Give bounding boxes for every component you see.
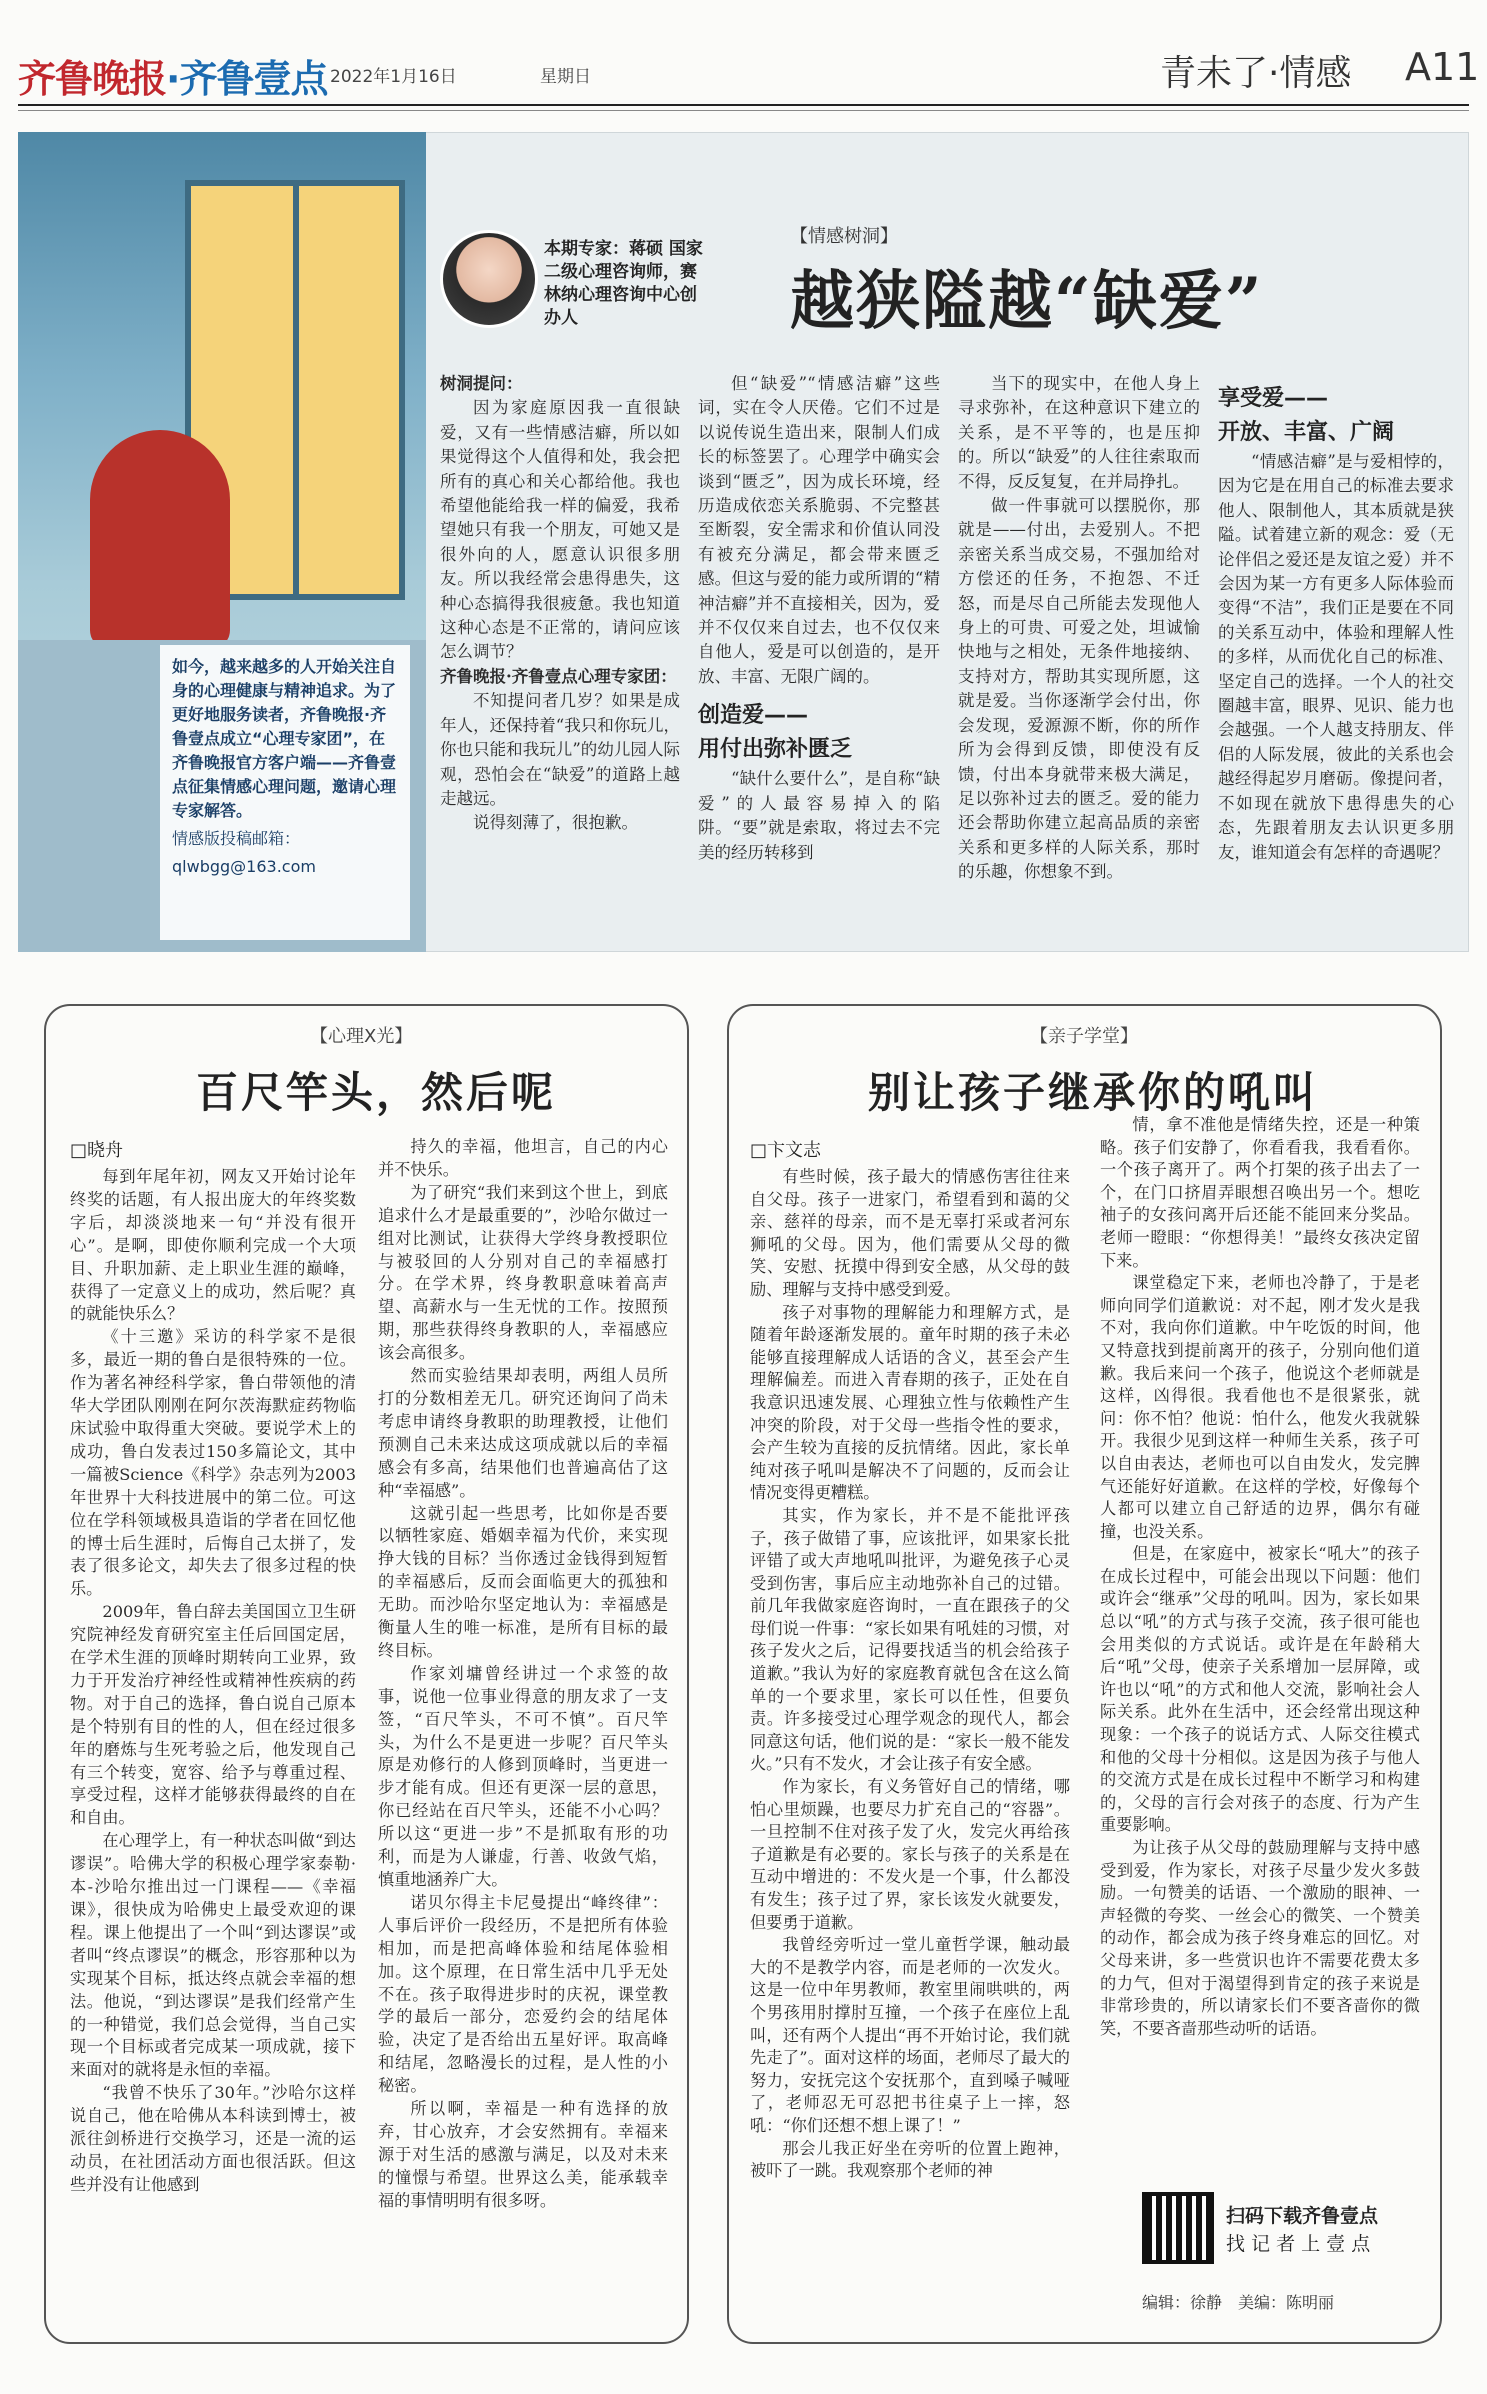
paragraph: 《十三邀》采访的科学家不是很多，最近一期的鲁白是很特殊的一位。作为著名神经科学家，鲁白带领他的清华大学团队刚刚在阿尔茨海默症药物临床试验中取得重大突破。要说学术上的成功，鲁白发表过150多篇论文，其中一篇被Science《科学》杂志列为2003年世界十大科技进展中的第二位。可这位在学科领域极具造诣的学者在回忆他的博士后生涯时，后悔自己太拼了，发表了很多论文，却失去了很多过程的快乐。 xyxy=(70,1327,356,1599)
feature-info-box xyxy=(160,645,410,940)
issue-weekday: 星期日 xyxy=(540,67,591,87)
subheading xyxy=(698,699,940,767)
left-article-tag: 【心理X光】 xyxy=(310,1026,413,1047)
paragraph: 说得刻薄了，很抱歉。 xyxy=(473,813,638,833)
feature-title: 越狭隘越“缺爱” xyxy=(790,264,1264,339)
paragraph: 课堂稳定下来，老师也冷静了，于是老师向同学们道歉说：对不起，刚才发火是我不对，我向你们道歉。中午吃饭的时间，他又特意找到提前离开的孩子，分别向他们道歉。我后来问一个孩子，他说这个老师就是这样，凶得很。我看他也不是很紧张，就问：你不怕？他说：怕什么，他发火我就躲开。我很少见到这样一种师生关系，孩子可以自由表达，老师也可以自由发火，发完脾气还能好好道歉。在这样的学校，好像每个人都可以建立自己舒适的边界，偶尔有碰撞，也没关系。 xyxy=(1100,1273,1420,1541)
left-article-title: 百尺竿头，然后呢 xyxy=(196,1068,557,1117)
page-number: A11 xyxy=(1405,45,1480,89)
masthead-brand: 齐鲁晚报·齐鲁壹点 xyxy=(18,57,328,101)
feature-column-1 xyxy=(440,372,680,836)
paragraph: 做一件事就可以摆脱你，那就是——付出，去爱别人。不把亲密关系当成交易，不强加给对方偿还的任务，不抱怨、不迁怒，而是尽自己所能去发现他人身上的可贵、可爱之处，坦诚愉快地与之相处，无条件地接纳、支持对方，帮助其实现所愿，这就是爱。当你逐渐学会付出，你会发现，爱源源不断，你的所作所为会得到反馈，即使没有反馈，付出本身就带来极大满足，足以弥补过去的匮乏。爱的能力还会帮助你建立起高品质的亲密关系和更多样的人际关系，那时的乐趣，你想象不到。 xyxy=(958,496,1200,882)
feature-column-4 xyxy=(1218,372,1454,865)
paragraph: 作家刘墉曾经讲过一个求签的故事，说他一位事业得意的朋友求了一支签，“百尺竿头，不可不慎”。百尺竿头，为什么不是更进一步呢？百尺竿头原是劝修行的人修到顶峰时，当更进一步才能有成。但还有更深一层的意思，你已经站在百尺竿头，还能不小心吗？所以这“更进一步”不是抓取有形的功利，而是为人谦虚，行善、收敛气焰，慎重地涵养广大。 xyxy=(378,1663,668,1889)
qr-code[interactable] xyxy=(1142,2192,1214,2264)
paragraph: 那会儿我正好坐在旁听的位置上跑神，被吓了一跳。我观察那个老师的神 xyxy=(750,2138,1070,2181)
info-mail-label: 情感版投稿邮箱： xyxy=(172,829,301,848)
paragraph: 因为家庭原因我一直很缺爱，又有一些情感洁癖，所以如果觉得这个人值得和处，我会把所有的真心和关心都给他。我也希望他能给我一样的偏爱，我希望她只有我一个朋友，可她又是很外向的人，愿意认识很多朋友。所以我经常会患得患失，这种心态搞得我很疲惫。我也知道这种心态是不正常的，请问应该怎么调节？ xyxy=(440,398,680,662)
feature-kicker: 【情感树洞】 xyxy=(790,226,898,247)
paragraph: 不知提问者几岁？如果是成年人，还保持着“我只和你玩儿，你也只能和我玩儿”的幼儿园人际观，恐怕会在“缺爱”的道路上越走越远。 xyxy=(440,691,680,808)
info-text: 如今，越来越多的人开始关注自身的心理健康与精神追求。为了更好地服务读者，齐鲁晚报·齐鲁壹点成立“心理专家团”，在齐鲁晚报官方客户端——齐鲁壹点征集情感心理问题，邀请心理专家解答。 xyxy=(172,657,397,820)
left-article-author: □晓舟 xyxy=(70,1140,124,1161)
subheading-line: 用付出弥补匮乏 xyxy=(698,737,853,763)
qr-caption xyxy=(1226,2202,1378,2258)
qr-line-1: 扫码下载齐鲁壹点 xyxy=(1226,2205,1379,2227)
paragraph: 这就引起一些思考，比如你是否要以牺牲家庭、婚姻幸福为代价，来实现挣大钱的目标？当你透过金钱得到短暂的幸福感后，反而会面临更大的孤独和无助。而沙哈尔坚定地认为：幸福感是衡量人生的唯一标准，是所有目标的最终目标。 xyxy=(378,1503,668,1660)
info-mail[interactable]: qlwbgg@163.com xyxy=(172,857,316,876)
subheading-line: 开放、丰富、广阔 xyxy=(1218,420,1395,445)
illustration-girl xyxy=(90,430,230,650)
masthead-rule-thin xyxy=(18,110,1469,111)
feature-column-2 xyxy=(698,372,940,865)
paragraph: 情，拿不准他是情绪失控，还是一种策略。孩子们安静了，你看看我，我看看你。一个孩子离开了。两个打架的孩子出去了一个，在门口挤眉弄眼想召唤出另一个。想吃袖子的女孩问离开后还能不能回来分奖品。老师一瞪眼：“你想得美！”最终女孩决定留下来。 xyxy=(1100,1115,1420,1270)
paragraph: 但是，在家庭中，被家长“吼大”的孩子在成长过程中，可能会出现以下问题：他们或许会“继承”父母的吼叫。因为，家长如果总以“吼”的方式与孩子交流，孩子很可能也会用类似的方式说话。或许是在年龄稍大后“吼”父母，使亲子关系增加一层屏障，或许也以“吼”的方式和他人交流，影响社会人际关系。此外在生活中，还会经常出现这种现象：一个孩子的说话方式、人际交往模式和他的父母十分相似。这是因为孩子与他人的交流方式是在成长过程中不断学习和构建的，父母的言行会对孩子的态度、行为产生重要影响。 xyxy=(1100,1544,1420,1835)
paragraph: “缺什么要什么”，是自称“缺爱”的人最容易掉入的陷阱。“要”就是索取，将过去不完美的经历转移到 xyxy=(698,769,940,862)
paragraph: 当下的现实中，在他人身上寻求弥补，在这种意识下建立的关系，是不平等的，也是压抑的。所以“缺爱”的人往往索取而不得，反反复复，在并局挣扎。 xyxy=(958,374,1200,491)
paragraph: 所以啊，幸福是一种有选择的放弃，甘心放弃，才会安然拥有。幸福来源于对生活的感激与满足，以及对未来的憧憬与希望。世界这么美，能承载幸福的事情明明有很多呀。 xyxy=(378,2099,668,2210)
subheading xyxy=(1218,382,1454,450)
paragraph: “我曾不快乐了30年。”沙哈尔这样说自己，他在哈佛从本科读到博士，被派往剑桥进行交换学习，还是一流的运动员，在社团活动方面也很活跃。但这些并没有让他感到 xyxy=(70,2083,356,2194)
paragraph: 但“缺爱”“情感洁癖”这些词，实在令人厌倦。它们不过是以说传说生造出来，限制人们成长的标签罢了。心理学中确实会谈到“匮乏”，因为成长环境，经历造成依恋关系脆弱、不完整甚至断裂，安全需求和价值认同没有被充分满足，都会带来匮乏感。但这与爱的能力或所谓的“精神洁癖”并不直接相关，因为，爱并不仅仅来自过去，也不仅仅来自他人，爱是可以创造的，是开放、丰富、无限广阔的。 xyxy=(698,374,940,686)
paragraph: 为让孩子从父母的鼓励理解与支持中感受到爱，作为家长，对孩子尽量少发火多鼓励。一句赞美的话语、一个激励的眼神、一声轻微的夸奖、一丝会心的微笑、一个赞美的动作，都会成为孩子终身难忘的回忆。对父母来讲，多一些赏识也许不需要花费太多的力气，但对于渴望得到肯定的孩子来说是非常珍贵的，所以请家长们不要吝啬你的微笑，不要吝啬那些动听的话语。 xyxy=(1100,1838,1420,2038)
paragraph: 作为家长，有义务管好自己的情绪，哪怕心里烦躁，也要尽力扩充自己的“容器”。一旦控制不住对孩子发了火，发完火再给孩子道歉是有必要的。家长与孩子的关系是在互动中增进的：不发火是一个事，什么都没有发生；孩子过了界，家长该发火就要发，但要勇于道歉。 xyxy=(750,1777,1070,1932)
paragraph: 诺贝尔得主卡尼曼提出“峰终律”：人事后评价一段经历，不是把所有体验相加，而是把高峰体验和结尾体验相加。这个原理，在日常生活中几乎无处不在。孩子取得进步时的庆祝，课堂教学的最后一部分，恋爱约会的结尾体验，决定了是否给出五星好评。取高峰和结尾，忽略漫长的过程，是人性的小秘密。 xyxy=(378,1892,668,2096)
question-label: 树洞提问： xyxy=(440,374,523,393)
left-article-column-a xyxy=(70,1166,356,2197)
paragraph: 孩子对事物的理解能力和理解方式，是随着年龄逐渐发展的。童年时期的孩子未必能够直接理解成人话语的含义，甚至会产生理解偏差。而进入青春期的孩子，正处在自我意识迅速发展、心理独立性与依赖性产生冲突的阶段，对于父母一些指令性的要求，会产生较为直接的反抗情绪。因此，家长单纯对孩子吼叫是解决不了问题的，反而会让情况变得更糟糕。 xyxy=(750,1302,1070,1503)
paragraph: 为了研究“我们来到这个世上，到底追求什么才是最重要的”，沙哈尔做过一组对比测试，让获得大学终身教授职位与被驳回的人分别对自己的幸福感打分。在学术界，终身教职意味着高声望、高薪水与一生无忧的工作。按照预期，那些获得终身教职的人，幸福感应该会高很多。 xyxy=(378,1182,668,1363)
right-article-column-a xyxy=(750,1166,1070,2183)
editor-credit: 编辑：徐静 美编：陈明丽 xyxy=(1142,2293,1335,2312)
paragraph: 持久的幸福，他坦言，自己的内心并不快乐。 xyxy=(378,1137,668,1179)
paragraph: 每到年尾年初，网友又开始讨论年终奖的话题，有人报出庞大的年终奖数字后，却淡淡地来一句“并没有很开心”。是啊，即使你顺利完成一个大项目、升职加薪、走上职业生涯的巅峰，获得了一定意义上的成功，然后呢？真的就能快乐么？ xyxy=(70,1167,356,1324)
expert-avatar xyxy=(440,230,538,328)
masthead-rule xyxy=(18,104,1469,106)
expert-info: 本期专家：蒋硕 国家二级心理咨询师，赛林纳心理咨询中心创办人 xyxy=(544,239,703,328)
paragraph: 我曾经旁听过一堂儿童哲学课，触动最大的不是教学内容，而是老师的一次发火。这是一位中年男教师，教室里闹哄哄的，两个男孩用肘撑肘互撞，一个孩子在座位上乱叫，还有两个人提出“再不开始讨论，我们就先走了”。面对这样的场面，老师尽了最大的努力，安抚完这个安抚那个，直到嗓子喊哑了，老师忍无可忍把书往桌子上一摔，怒吼：“你们还想不想上课了！” xyxy=(750,1935,1070,2135)
paragraph: “情感洁癖”是与爱相悖的，因为它是在用自己的标准去要求他人、限制他人，其本质就是狭隘。试着建立新的观念：爱（无论伴侣之爱还是友谊之爱）并不会因为某一方有更多人际体验而变得“不洁”，我们正是要在不同的关系互动中，体验和理解人性的多样，从而优化自己的标准、坚定自己的选择。一个人的社交圈越丰富，眼界、见识、能力也会越强。一个人越支持朋友、伴侣的人际发展，彼此的关系也会越经得起岁月磨砺。像提问者，不如现在就放下患得患失的心态，先跟着朋友去认识更多朋友，谁知道会有怎样的奇遇呢？ xyxy=(1218,452,1454,862)
left-article-column-b xyxy=(378,1136,668,2213)
subheading-line: 创造爱—— xyxy=(698,703,809,729)
right-article-column-b xyxy=(1100,1114,1420,2040)
paragraph: 在心理学上，有一种状态叫做“到达谬误”。哈佛大学的积极心理学家泰勒·本-沙哈尔推出过一门课程——《幸福课》，很快成为哈佛史上最受欢迎的课程。课上他提出了一个叫“到达谬误”或者叫“终点谬误”的概念，形容那种以为实现某个目标，抵达终点就会幸福的想法。他说，“到达谬误”是我们经常产生的一种错觉，我们总会觉得，当自己实现一个目标或者完成某一项成就，接下来面对的就将是永恒的幸福。 xyxy=(70,1831,356,2080)
issue-date: 2022年1月16日 xyxy=(330,67,457,87)
paragraph: 然而实验结果却表明，两组人员所打的分数相差无几。研究还询问了尚未考虑申请终身教职的助理教授，让他们预测自己未来达成这项成就以后的幸福感会有多高，结果他们也普遍高估了这种“幸福感”。 xyxy=(378,1366,668,1500)
right-article-title: 别让孩子继承你的吼叫 xyxy=(868,1068,1319,1117)
qr-line-2: 找 记 者 上 壹 点 xyxy=(1226,2233,1371,2255)
section-name: 青未了·情感 xyxy=(1160,53,1352,94)
question-label: 齐鲁晚报·齐鲁壹点心理专家团： xyxy=(440,666,677,686)
feature-column-3 xyxy=(958,372,1200,885)
right-article-tag: 【亲子学堂】 xyxy=(1030,1026,1138,1047)
subheading-line: 享受爱—— xyxy=(1218,386,1329,411)
paragraph: 2009年，鲁白辞去美国国立卫生研究院神经发育研究室主任后回国定居，在学术生涯的顶峰时期转向工业界，致力于开发治疗神经性或精神性疾病的药物。对于自己的选择，鲁白说自己原本是个特别有目的性的人，但在经过很多年的磨炼与生死考验之后，他发现自己有三个转变，宽容、给予与尊重过程、享受过程，这样才能够获得最终的自在和自由。 xyxy=(70,1602,356,1828)
paragraph: 有些时候，孩子最大的情感伤害往往来自父母。孩子一进家门，希望看到和蔼的父亲、慈祥的母亲，而不是无辜打采或者河东狮吼的父母。因为，他们需要从父母的微笑、安慰、抚摸中得到安全感，从父母的鼓励、理解与支持中感受到爱。 xyxy=(750,1167,1070,1299)
right-article-author: □卞文志 xyxy=(750,1140,822,1161)
paragraph: 其实，作为家长，并不是不能批评孩子，孩子做错了事，应该批评，如果家长批评错了或大声地吼叫批评，为避免孩子心灵受到伤害，事后应主动地弥补自己的过错。前几年我做家庭咨询时，一直在跟孩子的父母们说一件事：“家长如果有吼娃的习惯，对孩子发火之后，记得要找适当的机会给孩子道歉。”我认为好的家庭教育就包含在这么简单的一个要求里，家长可以任性，但要负责。许多接受过心理学观念的现代人，都会同意这句话，他们说的是：“家长一般不能发火。”只有不发火，才会让孩子有安全感。 xyxy=(750,1505,1070,1774)
